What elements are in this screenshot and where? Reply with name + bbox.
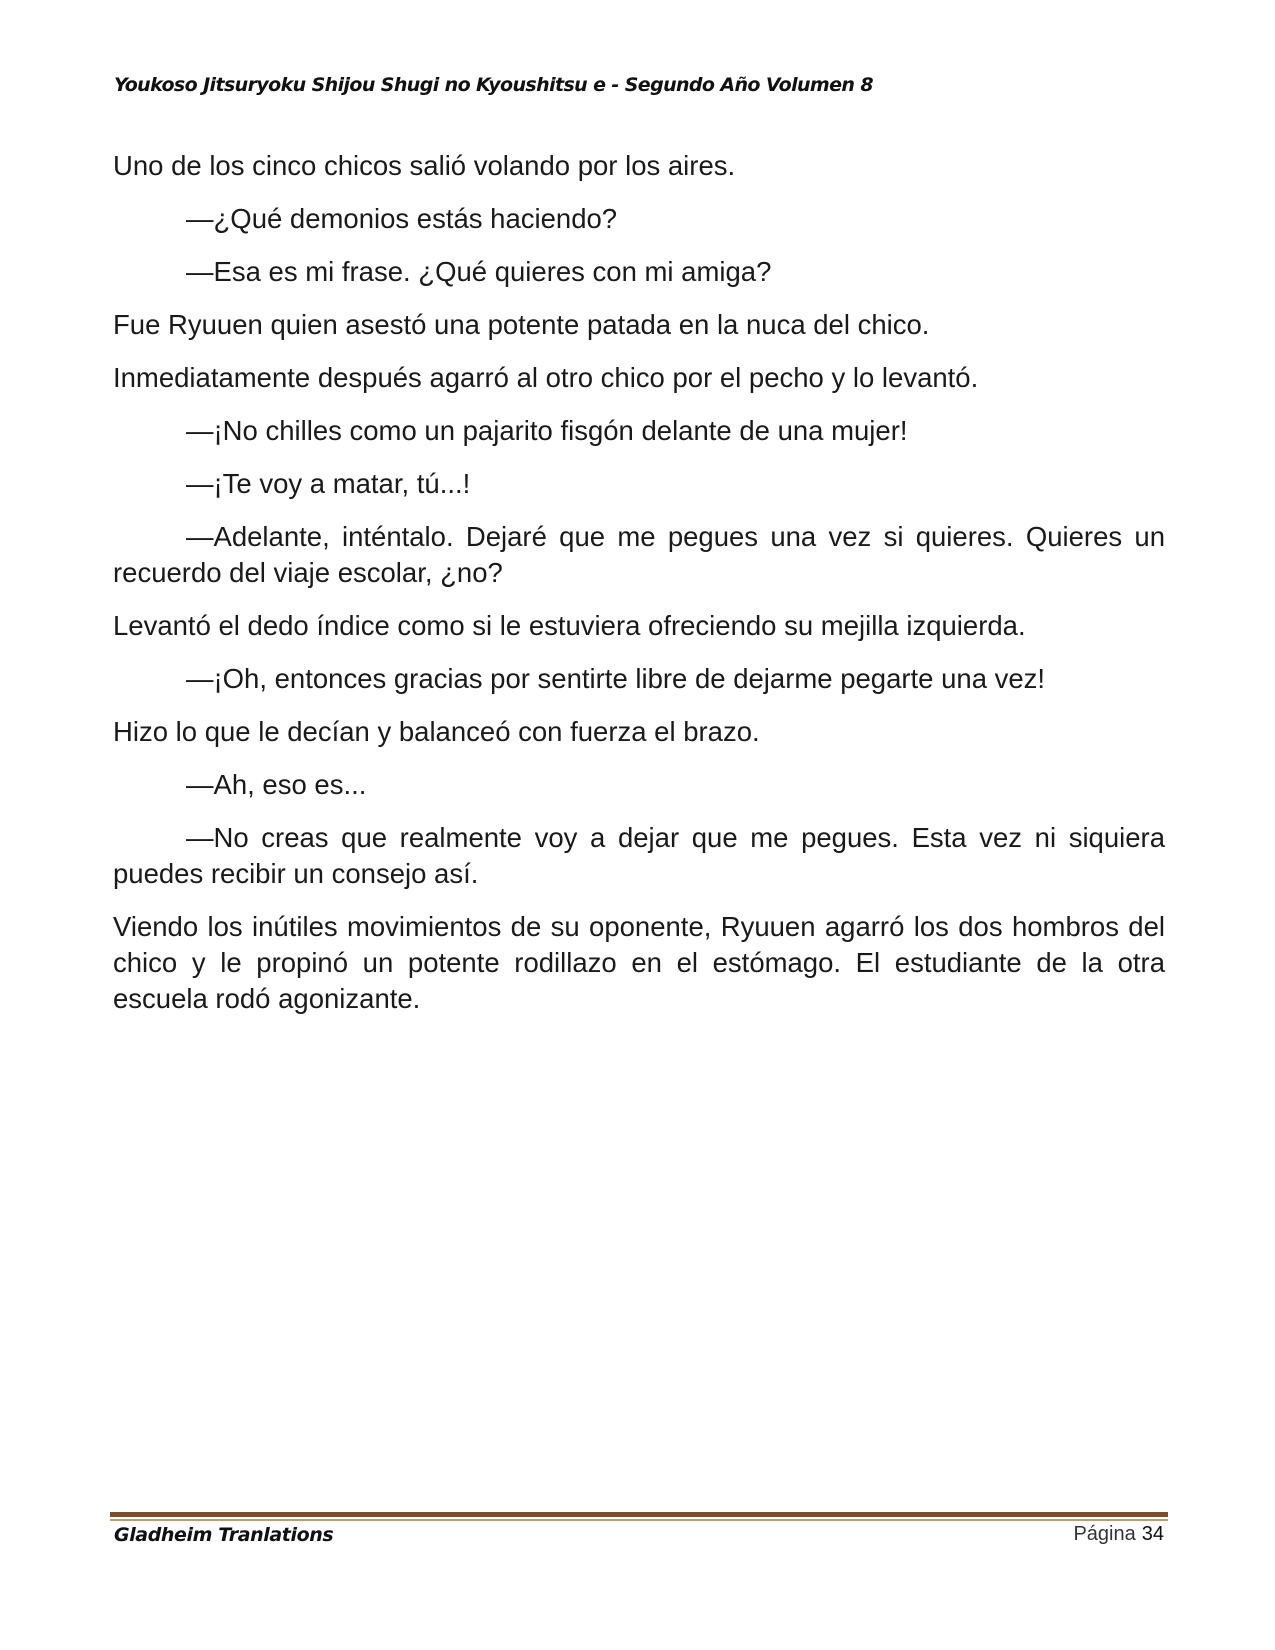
page-label: Página [1073, 1523, 1136, 1545]
dialogue-line: —¡No chilles como un pajarito fisgón delante de una mujer! [186, 415, 908, 446]
dialogue-line: —Adelante, inténtalo. Dejaré que me pegues una vez si quieres. Quieres un recuerdo del viaje escolar, ¿no? [113, 521, 1165, 588]
page-number-block [1073, 1523, 1164, 1546]
paragraph: Hizo lo que le decían y balanceó con fuerza el brazo. [113, 716, 760, 747]
page-header-title: Youkoso Jitsuryoku Shijou Shugi no Kyoushitsu e - Segundo Año Volumen 8 [114, 74, 873, 96]
footer-divider-thin [110, 1519, 1168, 1521]
dialogue-line: —No creas que realmente voy a dejar que me pegues. Esta vez ni siquiera puedes recibir un consejo así. [113, 822, 1165, 889]
paragraph: Fue Ryuuen quien asestó una potente patada en la nuca del chico. [113, 309, 930, 340]
dialogue-line: —¿Qué demonios estás haciendo? [186, 203, 618, 234]
page-number: 34 [1141, 1523, 1164, 1545]
dialogue-line: —¡Te voy a matar, tú...! [186, 468, 471, 499]
footer-divider [110, 1512, 1168, 1521]
dialogue-line: —Ah, eso es... [186, 769, 367, 800]
footer-translator: Gladheim Tranlations [114, 1524, 334, 1546]
dialogue-line: —Esa es mi frase. ¿Qué quieres con mi amiga? [186, 256, 772, 287]
dialogue-line: —¡Oh, entonces gracias por sentirte libre de dejarme pegarte una vez! [186, 663, 1046, 694]
paragraph: Inmediatamente después agarró al otro chico por el pecho y lo levantó. [113, 362, 979, 393]
footer-divider-thick [110, 1512, 1168, 1517]
paragraph: Uno de los cinco chicos salió volando por los aires. [113, 150, 736, 181]
paragraph: Levantó el dedo índice como si le estuviera ofreciendo su mejilla izquierda. [113, 610, 1026, 641]
body-text [113, 148, 1165, 1034]
paragraph: Viendo los inútiles movimientos de su oponente, Ryuuen agarró los dos hombros del chico y le propinó un potente rodillazo en el estómago. El estudiante de la otra escuela rodó agonizante. [113, 911, 1165, 1014]
